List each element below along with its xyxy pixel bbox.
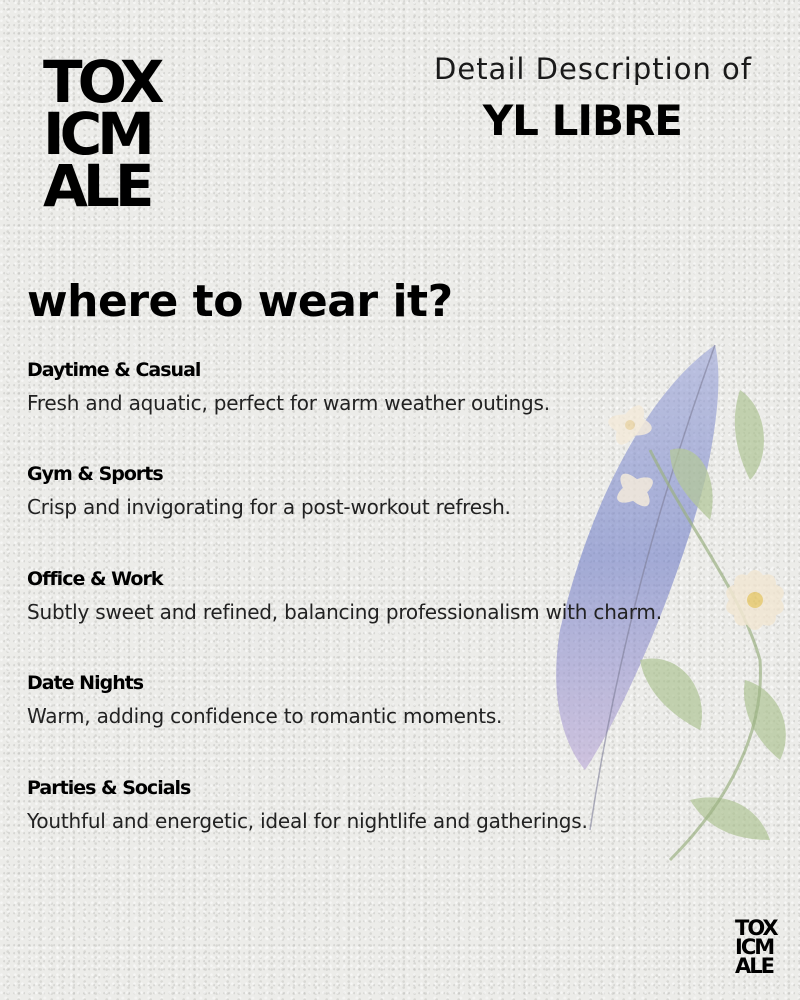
logo-line: TOX	[43, 48, 160, 116]
section-date-nights	[27, 669, 727, 731]
section-office-work	[27, 565, 727, 627]
logo-line: ALE	[735, 954, 773, 978]
logo-line: ICM	[735, 935, 774, 959]
section-title: Date Nights	[27, 672, 144, 694]
product-name: YL LIBRE	[482, 96, 682, 145]
logo-line: ICM	[43, 100, 150, 168]
section-title: Gym & Sports	[27, 463, 163, 485]
section-gym-sports	[27, 460, 727, 522]
section-description: Subtly sweet and refined, balancing professionalism with charm.	[27, 600, 662, 624]
brand-logo	[43, 48, 167, 220]
section-description: Crisp and invigorating for a post-workout refresh.	[27, 495, 511, 519]
section-title: Parties & Socials	[27, 777, 191, 799]
logo-line: ALE	[43, 152, 150, 220]
section-title: Office & Work	[27, 568, 163, 590]
section-description: Warm, adding confidence to romantic moments.	[27, 704, 503, 728]
section-parties-socials	[27, 774, 727, 836]
header-subtitle: Detail Description of	[434, 52, 752, 86]
section-description: Fresh and aquatic, perfect for warm weather outings.	[27, 391, 550, 415]
section-daytime-casual	[27, 356, 727, 418]
footer-logo	[735, 916, 781, 978]
logo-line: TOX	[735, 916, 777, 940]
section-title: Daytime & Casual	[27, 359, 201, 381]
page-heading: where to wear it?	[27, 276, 453, 327]
section-description: Youthful and energetic, ideal for nightlife and gatherings.	[27, 809, 588, 833]
